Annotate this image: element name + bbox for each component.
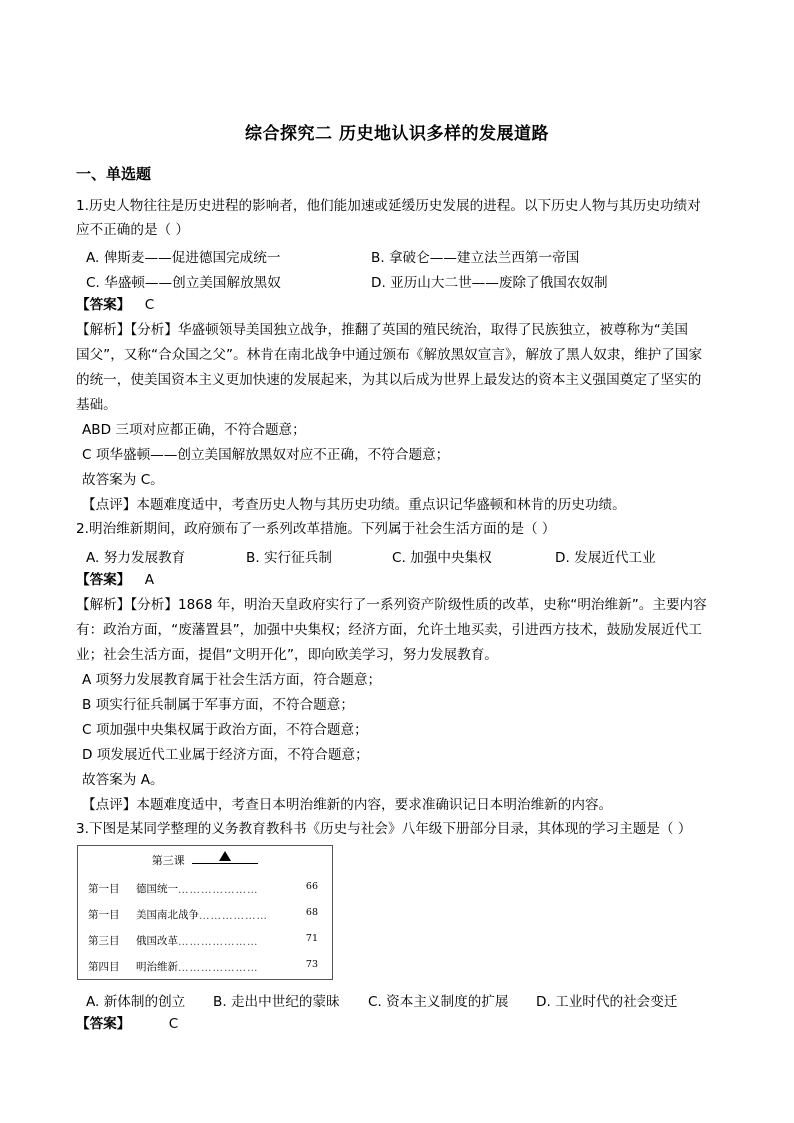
q1-analysis-line-4: 基础。: [76, 397, 117, 413]
q2-detail-3: C 项加强中央集权属于政治方面，不符合题意；: [82, 722, 368, 738]
toc-page: 73: [305, 959, 318, 970]
toc-heading-text: 第三课: [151, 854, 185, 867]
q2-option-b: B. 实行征兵制: [246, 550, 332, 566]
q2-answer-label: 【答案】: [76, 572, 131, 588]
toc-unit: 第一目: [88, 883, 120, 895]
q2-stem: 2.明治维新期间，政府颁布了一系列改革措施。下列属于社会生活方面的是（ ）: [76, 521, 556, 537]
q1-detail-1: ABD 三项对应都正确，不符合题意；: [82, 422, 306, 438]
section-heading: 一、单选题: [76, 165, 152, 183]
q3-answer-label: 【答案】: [76, 1016, 131, 1032]
q2-option-c: C. 加强中央集权: [392, 550, 492, 566]
q3-option-d: D. 工业时代的社会变迁: [536, 994, 678, 1010]
q1-stem-line-2: 应不正确的是（ ）: [76, 222, 190, 238]
q1-stem-line-1: 1.历史人物往往是历史进程的影响者，他们能加速或延缓历史发展的进程。以下历史人物与其历史功绩对: [76, 198, 701, 214]
q3-stem: 3.下图是某同学整理的义务教育教科书《历史与社会》八年级下册部分目录，其体现的学习主题是（ ）: [76, 821, 692, 837]
q3-answer: [76, 1015, 178, 1033]
toc-title: 俄国改革: [136, 935, 178, 947]
q2-option-a: A. 努力发展教育: [86, 550, 186, 566]
q1-answer-value: C: [144, 297, 155, 313]
toc-unit: 第三目: [88, 935, 120, 947]
q2-answer: [76, 571, 154, 589]
q3-option-b: B. 走出中世纪的蒙昧: [213, 994, 340, 1010]
q1-analysis-line-1: 【解析】【分析】华盛顿领导美国独立战争，推翻了英国的殖民统治，取得了民族独立，被尊称为“美国: [76, 322, 688, 338]
toc-page: 71: [305, 933, 318, 944]
q2-detail-1: A 项努力发展教育属于社会生活方面，符合题意；: [82, 672, 382, 688]
toc-title: 美国南北战争: [136, 909, 199, 921]
toc-title: 明治维新: [136, 961, 178, 973]
toc-dots: …………………: [178, 962, 259, 974]
toc-unit: 第四目: [88, 961, 120, 973]
q1-answer-label: 【答案】: [76, 297, 131, 313]
toc-row: [88, 881, 318, 896]
q1-detail-3: 故答案为 C。: [82, 472, 164, 488]
toc-page: 68: [305, 907, 318, 918]
q2-detail-5: 故答案为 A。: [82, 772, 164, 788]
q2-analysis-line-2: 有：政治方面，“废藩置县”，加强中央集权；经济方面，允许土地买卖，引进西方技术，鼓励发展近代工: [76, 622, 702, 638]
q2-option-d: D. 发展近代工业: [555, 550, 656, 566]
q1-analysis-line-2: 国父”，又称“合众国之父”。林肯在南北战争中通过颁布《解放黑奴宣言》，解放了黑人奴隶，维护了国家: [76, 347, 703, 363]
q3-answer-value: C: [168, 1016, 179, 1032]
q1-option-d: D. 亚历山大二世——废除了俄国农奴制: [371, 275, 608, 291]
q1-option-c: C. 华盛顿——创立美国解放黑奴: [86, 275, 281, 291]
toc-row: [88, 933, 318, 948]
q3-option-c: C. 资本主义制度的扩展: [368, 994, 509, 1010]
document-title: 综合探究二 历史地认识多样的发展道路: [245, 124, 549, 144]
q1-option-a: A. 俾斯麦——促进德国完成统一: [86, 250, 281, 266]
q1-answer: [76, 296, 154, 314]
toc-dots: ………………: [199, 910, 268, 922]
q1-analysis-line-3: 的统一，使美国资本主义更加快速的发展起来，为其以后成为世界上最发达的资本主义强国奠定了坚实的: [76, 372, 702, 388]
q2-comment: 【点评】本题难度适中，考查日本明治维新的内容，要求准确识记日本明治维新的内容。: [82, 797, 613, 813]
q2-analysis-line-1: 【解析】【分析】1868 年，明治天皇政府实行了一系列资产阶级性质的改革，史称“明治维新”。主要内容: [76, 597, 707, 613]
toc-figure: [77, 845, 333, 980]
q1-detail-2: C 项华盛顿——创立美国解放黑奴对应不正确，不符合题意；: [82, 447, 450, 463]
q2-answer-value: A: [144, 572, 155, 588]
toc-page: 66: [305, 881, 318, 892]
toc-dots: …………………: [178, 936, 259, 948]
q3-option-a: A. 新体制的创立: [86, 994, 186, 1010]
toc-title: 德国统一: [136, 883, 178, 895]
toc-heading: [78, 852, 332, 868]
toc-unit: 第一目: [88, 909, 120, 921]
toc-blank: [192, 853, 258, 864]
triangle-icon: [219, 851, 231, 861]
toc-dots: …………………: [178, 884, 259, 896]
toc-row: [88, 959, 318, 974]
q2-analysis-line-3: 业；社会生活方面，提倡“文明开化”，即向欧美学习，努力发展教育。: [76, 647, 498, 663]
toc-row: [88, 907, 318, 922]
q2-detail-2: B 项实行征兵制属于军事方面，不符合题意；: [82, 697, 354, 713]
q1-option-b: B. 拿破仑——建立法兰西第一帝国: [371, 250, 580, 266]
q1-comment: 【点评】本题难度适中，考查历史人物与其历史功绩。重点识记华盛顿和林肯的历史功绩。: [82, 497, 626, 513]
q2-detail-4: D 项发展近代工业属于经济方面，不符合题意；: [82, 747, 369, 763]
